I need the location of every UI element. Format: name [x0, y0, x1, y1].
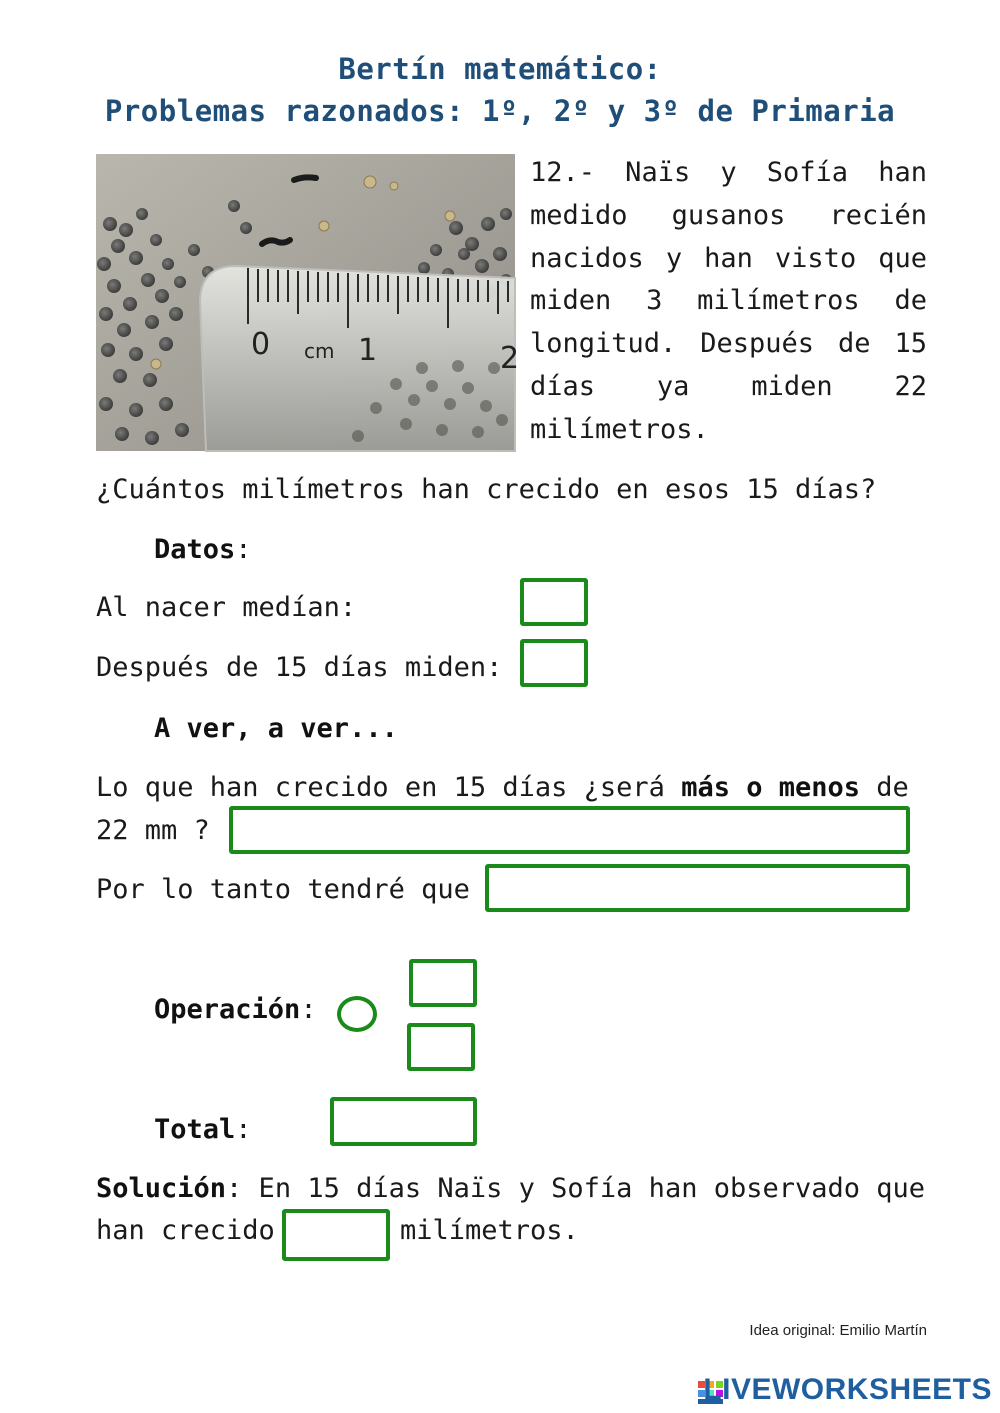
solution-answer-input[interactable]	[282, 1209, 390, 1261]
ruler-label-1: 1	[358, 333, 378, 368]
solution-heading: Solución	[96, 1173, 227, 1204]
problem-text: 12.- Naïs y Sofía han medido gusanos recién nacidos y han visto que miden 3 milímetros de longitud. Después de 15 días ya miden 22 milímetros.	[530, 157, 927, 445]
reasoning-line1-post: de	[860, 772, 909, 803]
birth-length-input[interactable]	[520, 578, 588, 626]
credit-text: Idea original: Emilio Martín	[749, 1322, 927, 1339]
operand1-input[interactable]	[409, 959, 477, 1007]
ruler-label-2: 2	[500, 341, 520, 376]
solution-line2-pre: han crecido	[96, 1215, 275, 1246]
datos-heading: Datos	[154, 534, 236, 565]
day15-length-input[interactable]	[520, 639, 588, 687]
ruler-label-0: 0	[251, 327, 271, 362]
operator-input[interactable]	[337, 996, 377, 1032]
reasoning-heading: A ver, a ver...	[154, 713, 398, 744]
total-input[interactable]	[330, 1097, 477, 1146]
therefore-label: Por lo tanto tendré que	[96, 874, 470, 905]
operand2-input[interactable]	[407, 1023, 475, 1071]
total-heading-row: Total:	[154, 1114, 252, 1145]
total-heading: Total	[154, 1114, 236, 1145]
reasoning-line1-bold: más o menos	[681, 772, 861, 803]
operation-heading-row: Operación:	[154, 994, 317, 1025]
solution-line2-post: milímetros.	[400, 1215, 579, 1246]
reasoning-line1	[96, 772, 909, 803]
day15-length-label: Después de 15 días miden:	[96, 652, 503, 683]
page-subtitle: Problemas razonados: 1º, 2º y 3º de Primaria	[104, 94, 896, 128]
birth-length-label: Al nacer medían:	[96, 592, 357, 623]
page-title: Bertín matemático:	[338, 52, 662, 86]
datos-heading-row: Datos:	[154, 534, 252, 565]
solution-line1	[96, 1173, 925, 1204]
reasoning-line1-pre: Lo que han crecido en 15 días ¿será	[96, 772, 682, 803]
therefore-input[interactable]	[485, 864, 910, 912]
operation-heading: Operación	[154, 994, 301, 1025]
reasoning-line2: 22 mm ?	[96, 815, 210, 846]
ruler-label-cm: cm	[304, 339, 335, 363]
solution-line1-text: : En 15 días Naïs y Sofía han observado que	[226, 1173, 926, 1204]
worm-ruler-photo	[96, 154, 520, 451]
liveworksheets-brand: LIVEWORKSHEETS	[703, 1373, 992, 1406]
more-or-less-input[interactable]	[229, 806, 910, 854]
question-text: ¿Cuántos milímetros han crecido en esos 15 días?	[96, 474, 877, 505]
